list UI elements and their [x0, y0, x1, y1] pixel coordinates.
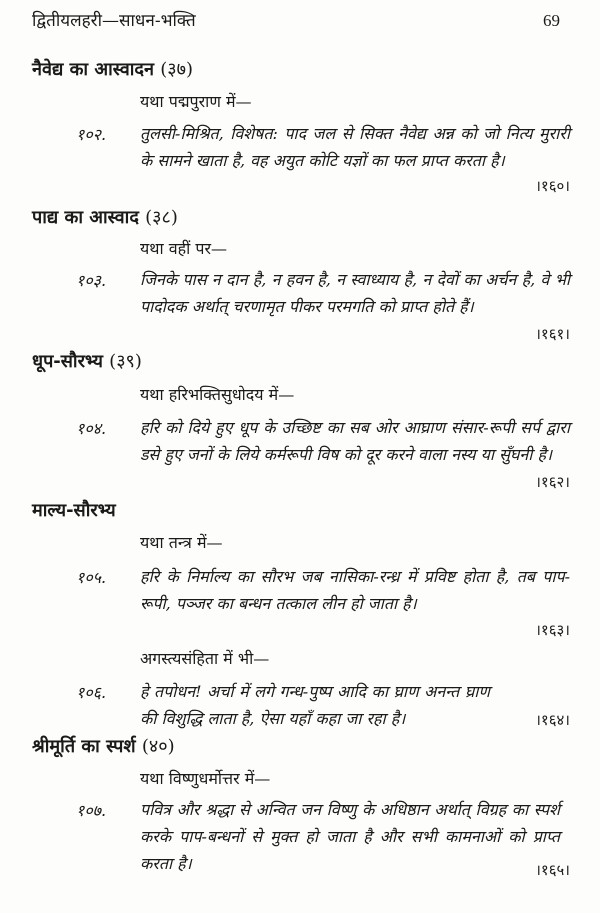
section-heading-title: धूप-सौरभ्य [32, 351, 103, 372]
section-heading-number: (४०) [141, 736, 175, 757]
section-heading [32, 206, 178, 230]
page-number: 69 [543, 11, 560, 30]
section-heading [32, 499, 116, 523]
verse-reference: ।१६५। [535, 861, 570, 879]
verse-reference: ।१६२। [535, 473, 570, 491]
verse-reference: ।१६३। [535, 621, 570, 639]
verse-text: हरि को दिये हुए धूप के उच्छिष्ट का सब ओर आघ्राण संसार-रूपी सर्प द्वारा डसे हुए जनों के लिये कर्मरूपी विष को दूर करने वाला नस्य या सुँघनी है। [140, 418, 570, 464]
section-heading [32, 350, 142, 374]
verse-text: जिनके पास न दान है, न हवन है, न स्वाध्याय है, न देवों का अर्चन है, वे भी पादोदक अर्थात् चरणामृत पीकर परमगति को प्राप्त होते हैं। [140, 270, 570, 316]
section-heading-number: (३७) [160, 59, 194, 80]
section-heading-title: पाद्य का आस्वाद [32, 207, 139, 228]
running-title: द्वितीयलहरी—साधन-भक्ति [32, 11, 196, 31]
section-heading-title: नैवेद्य का आस्वादन [32, 59, 154, 80]
verse-number: १०२. [76, 125, 107, 144]
section-heading-title: श्रीमूर्ति का स्पर्श [32, 736, 136, 757]
source-intro: यथा विष्णुधर्मोत्तर में— [140, 769, 271, 788]
source-intro: यथा हरिभक्तिसुधोदय में— [140, 385, 295, 404]
section-heading [32, 58, 193, 82]
source-intro: अगस्त्यसंहिता में भी— [140, 649, 270, 668]
verse-reference: ।१६४। [535, 711, 570, 729]
verse-number: १०५. [76, 568, 107, 587]
source-intro: यथा पद्मपुराण में— [140, 92, 252, 111]
source-intro: यथा वहीं पर— [140, 239, 227, 258]
section-heading-number: (३८) [145, 207, 178, 228]
section-heading [32, 735, 175, 759]
section-heading-title: माल्य-सौरभ्य [32, 500, 116, 521]
verse-number: १०६. [76, 683, 107, 702]
verse-reference: ।१६०। [535, 177, 570, 195]
running-header [32, 6, 560, 36]
verse-text: तुलसी-मिश्रित, विशेषत: पाद जल से सिक्त नैवेद्य अन्न को जो नित्य मुरारी के सामने खाता है, वह अयुत कोटि यज्ञों का फल प्राप्त करता है। [140, 124, 570, 170]
verse-number: १०३. [76, 271, 107, 290]
source-intro: यथा तन्त्र में— [140, 533, 223, 552]
verse-text: हरि के निर्माल्य का सौरभ जब नासिका-रन्ध्र में प्रविष्ट होता है, तब पाप-रूपी, पञ्जर का बन्धन तत्काल लीन हो जाता है। [140, 567, 570, 613]
verse-text: हे तपोधन! अर्चा में लगे गन्ध-पुष्प आदि का घ्राण अनन्त घ्राण की विशुद्धि लाता है, ऐसा यहाँ कहा जा रहा है। [140, 682, 490, 728]
verse-number: १०७. [76, 801, 107, 820]
section-heading-number: (३९) [109, 351, 142, 372]
verse-reference: ।१६१। [535, 325, 570, 343]
verse-text: पवित्र और श्रद्धा से अन्वित जन विष्णु के अधिष्ठान अर्थात् विग्रह का स्पर्श करके पाप-बन्धनों से मुक्त हो जाता है और सभी कामनाओं को प्राप्त करता है। [140, 800, 560, 873]
verse-number: १०४. [76, 419, 107, 438]
